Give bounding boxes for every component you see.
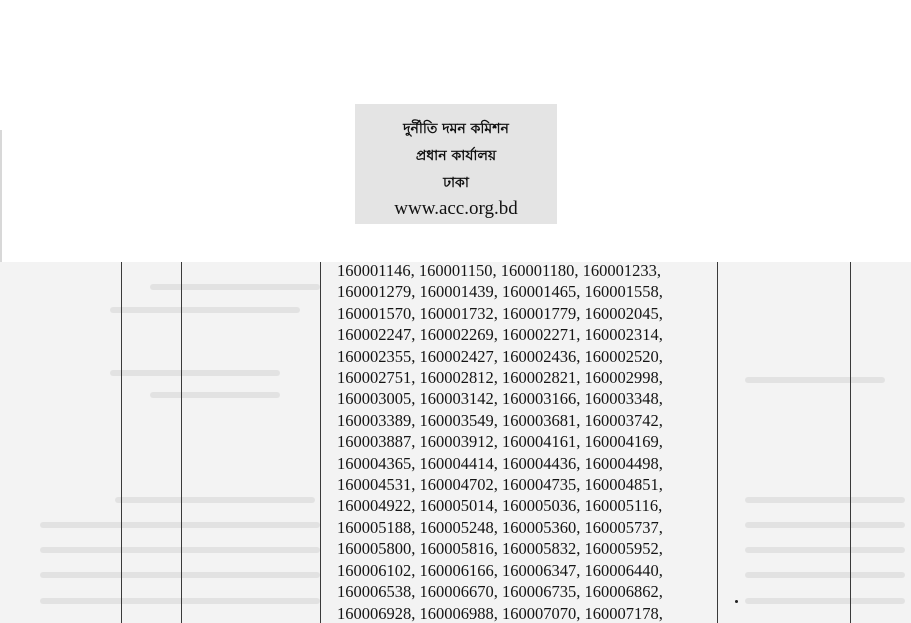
id-line: 160006928, 160006988, 160007070, 160007178,	[337, 603, 663, 623]
bleed-through-mark	[745, 497, 905, 503]
table-column-border	[850, 262, 851, 623]
bleed-through-mark	[110, 307, 300, 313]
bleed-through-mark	[745, 522, 905, 528]
id-line: 160004531, 160004702, 160004735, 160004851,	[337, 475, 663, 495]
id-line: 160003005, 160003142, 160003166, 160003348,	[337, 389, 663, 409]
id-line: 160005188, 160005248, 160005360, 160005737,	[337, 517, 663, 537]
bleed-through-mark	[150, 392, 280, 398]
table-column-border	[181, 262, 182, 623]
table-column-border	[121, 262, 122, 623]
id-line: 160003887, 160003912, 160004161, 160004169,	[337, 432, 663, 452]
bleed-through-mark	[40, 522, 320, 528]
stamp-city: ঢাকা	[443, 175, 469, 191]
office-stamp	[355, 104, 557, 224]
id-line: 160003389, 160003549, 160003681, 160003742,	[337, 410, 663, 430]
id-line: 160006102, 160006166, 160006347, 160006440,	[337, 560, 663, 580]
id-line: 160001570, 160001732, 160001779, 160002045,	[337, 303, 663, 323]
id-line: 160004922, 160005014, 160005036, 160005116,	[337, 496, 663, 516]
id-line: 160002355, 160002427, 160002436, 160002520,	[337, 346, 663, 366]
id-line: 160002247, 160002269, 160002271, 160002314,	[337, 325, 663, 345]
id-line: 160005800, 160005816, 160005832, 160005952,	[337, 539, 663, 559]
speck-mark	[735, 600, 738, 603]
stamp-office: প্রধান কার্যালয়	[415, 148, 497, 164]
bleed-through-mark	[40, 572, 320, 578]
bleed-through-mark	[40, 598, 320, 604]
bleed-through-mark	[745, 572, 905, 578]
id-line: 160001279, 160001439, 160001465, 160001558,	[337, 282, 663, 302]
bleed-through-mark	[745, 547, 905, 553]
bleed-through-mark	[115, 497, 315, 503]
stamp-website: www.acc.org.bd	[394, 198, 518, 219]
id-line: 160006538, 160006670, 160006735, 160006862,	[337, 582, 663, 602]
bleed-through-mark	[745, 598, 905, 604]
document-table	[0, 262, 911, 623]
id-line: 160002751, 160002812, 160002821, 160002998,	[337, 368, 663, 388]
table-column-border	[320, 262, 321, 623]
id-line: 160004365, 160004414, 160004436, 160004498,	[337, 453, 663, 473]
bleed-through-mark	[150, 284, 320, 290]
page-edge	[0, 130, 2, 262]
bleed-through-mark	[110, 370, 280, 376]
candidate-id-list	[337, 262, 727, 623]
stamp-org-name: দুর্নীতি দমন কমিশন	[403, 121, 509, 137]
bleed-through-mark	[745, 377, 885, 383]
bleed-through-mark	[40, 547, 320, 553]
id-line: 160001146, 160001150, 160001180, 160001233,	[337, 262, 662, 280]
